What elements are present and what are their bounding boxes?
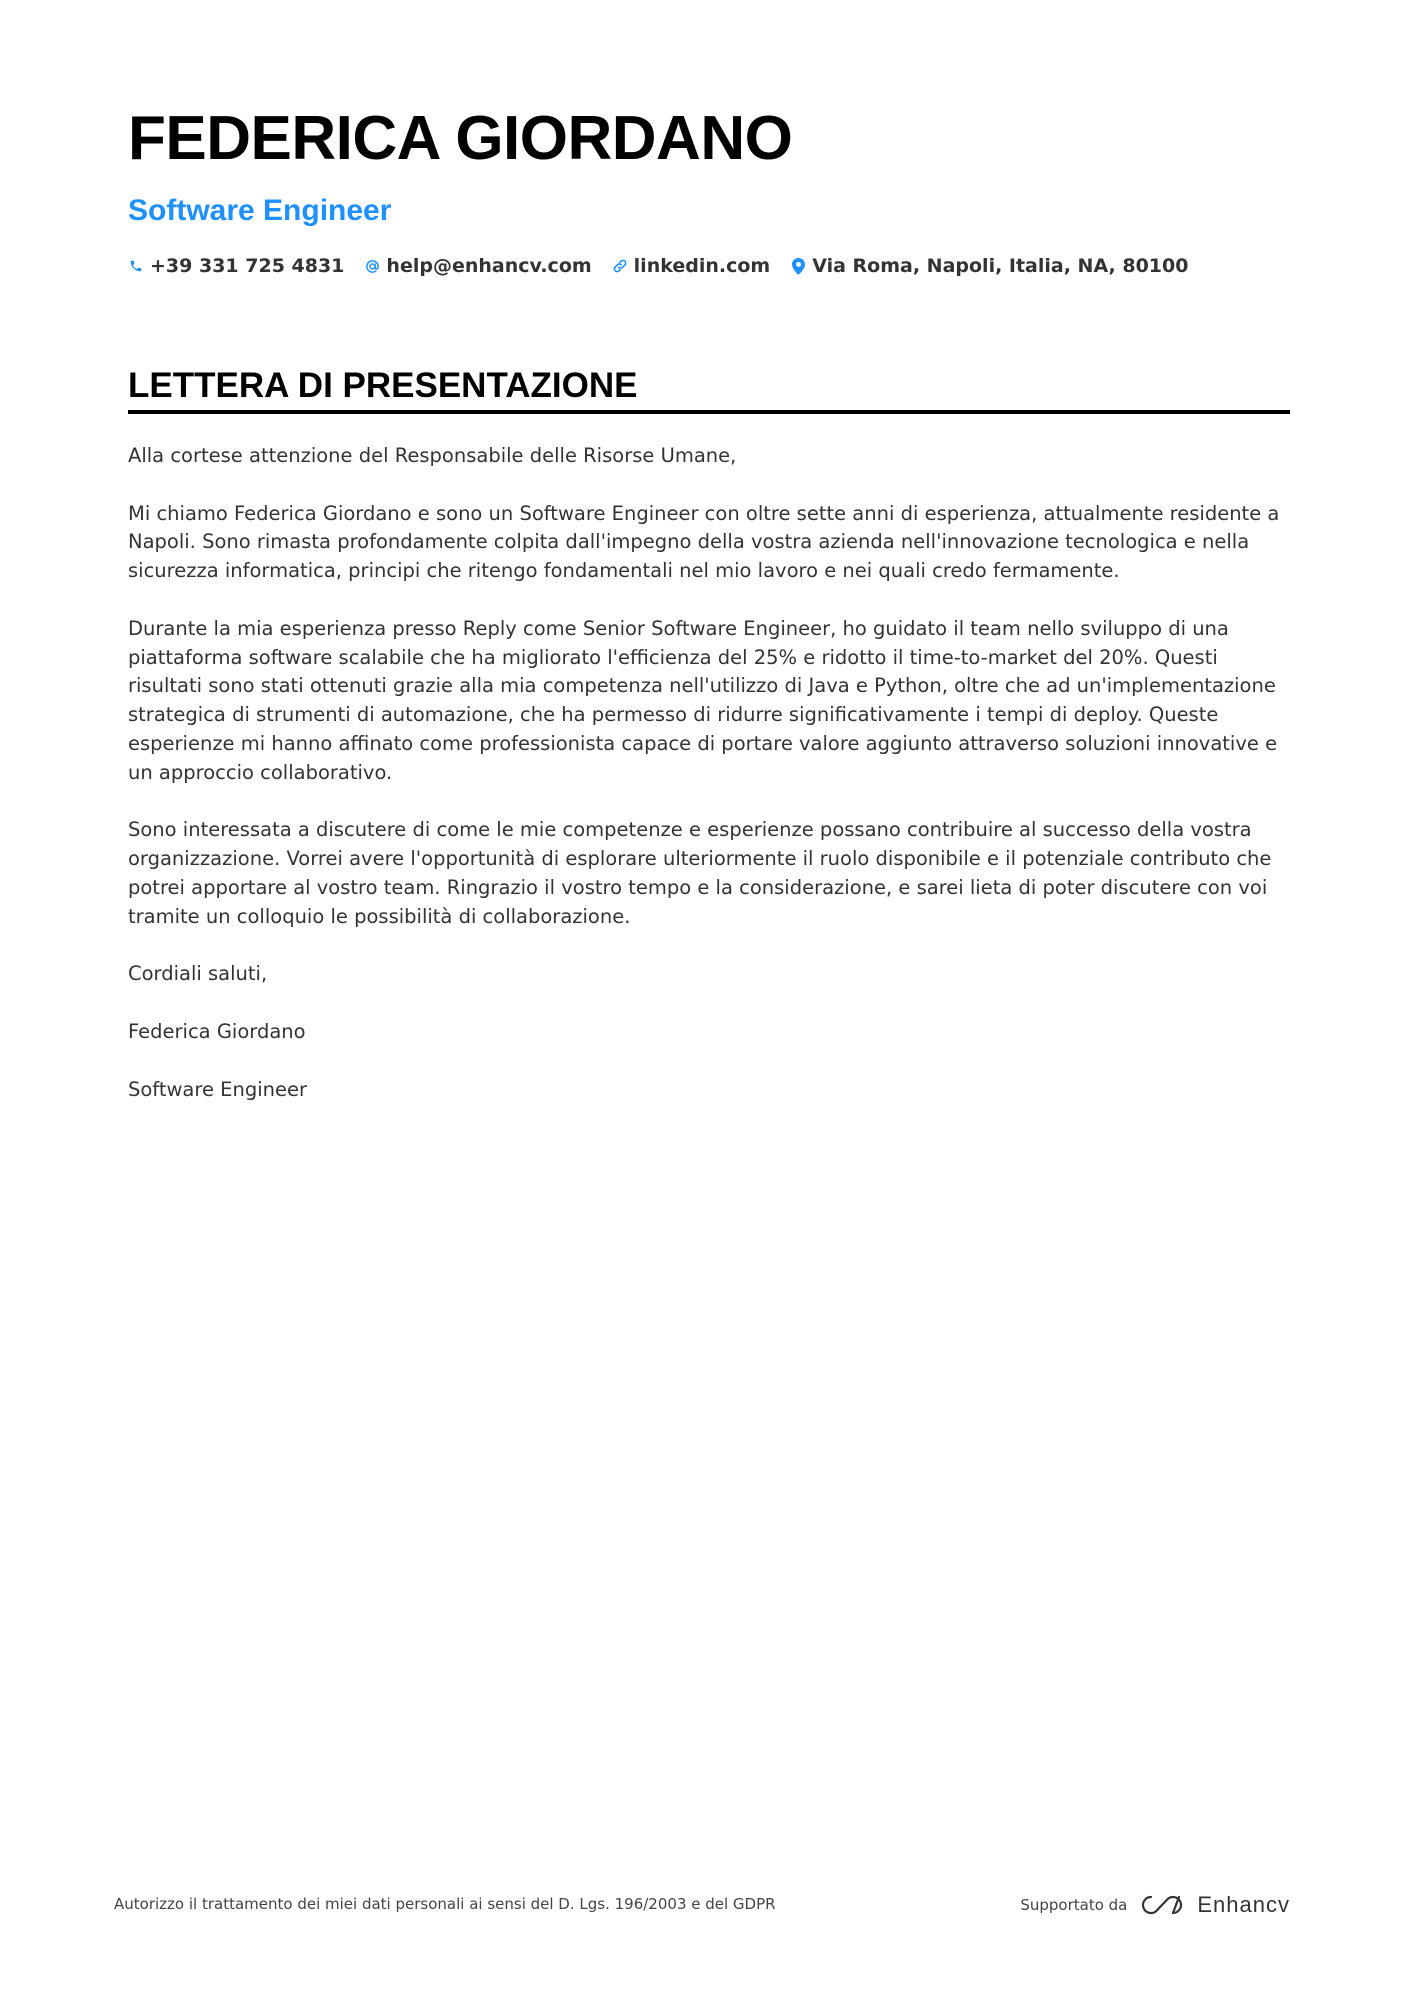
letter-closing: Cordiali saluti,: [128, 962, 268, 986]
powered-by-label: Supportato da: [1020, 1896, 1128, 1914]
candidate-name: FEDERICA GIORDANO: [128, 104, 793, 173]
phone-icon: [128, 257, 144, 275]
section-title: LETTERA DI PRESENTAZIONE: [128, 366, 638, 405]
contact-email-text[interactable]: help@enhancv.com: [386, 255, 592, 277]
contact-phone: [128, 255, 344, 277]
letter-body: [128, 442, 1293, 1133]
letter-greeting: Alla cortese attenzione del Responsabile delle Risorse Umane,: [128, 444, 737, 467]
contact-linkedin[interactable]: [612, 255, 771, 277]
section-divider: [128, 410, 1290, 414]
contact-info-row: [128, 255, 1208, 277]
link-icon: [612, 257, 628, 275]
privacy-consent-note: Autorizzo il trattamento dei miei dati personali ai sensi del D. Lgs. 196/2003 e del GDPR: [114, 1895, 776, 1913]
at-icon: [364, 257, 380, 275]
signature-title: Software Engineer: [128, 1077, 308, 1101]
letter-paragraph: Sono interessata a discutere di come le mie competenze e esperienze possano contribuire al successo della vostra organizzazione. Vorrei avere l'opportunità di esplorare ulteriormente il ruolo disponibile e il potenziale contributo che potrei apportare al vostro team. Ringrazio il vostro tempo e la considerazione, e sarei lieta di poter discutere con voi tramite un colloquio le possibilità di collaborazione.: [128, 818, 1272, 928]
contact-linkedin-text[interactable]: linkedin.com: [633, 255, 771, 277]
enhancv-logo-text: Enhancv: [1197, 1892, 1290, 1917]
candidate-job-title: Software Engineer: [128, 194, 392, 227]
contact-email[interactable]: [364, 255, 591, 277]
contact-phone-text: +39 331 725 4831: [150, 255, 345, 277]
signature-name: Federica Giordano: [128, 1019, 306, 1043]
powered-by[interactable]: [1020, 1892, 1290, 1918]
contact-address: [790, 255, 1188, 277]
letter-paragraph: Durante la mia esperienza presso Reply come Senior Software Engineer, ho guidato il team nello sviluppo di una piattaforma software scalabile che ha migliorato l'efficienza del 25% e ridotto il time-to-market del 20%. Questi risultati sono stati ottenuti grazie alla mia competenza nell'utilizzo di Java e Python, oltre che ad un'implementazione strategica di strumenti di automazione, che ha permesso di ridurre significativamente i tempi di deploy. Queste esperienze mi hanno affinato come professionista capace di portare valore aggiunto attraverso soluzioni innovative e un approccio collaborativo.: [128, 616, 1278, 784]
contact-address-text: Via Roma, Napoli, Italia, NA, 80100: [812, 255, 1189, 277]
location-pin-icon: [790, 257, 806, 275]
letter-paragraph: Mi chiamo Federica Giordano e sono un Software Engineer con oltre sette anni di esperienza, attualmente residente a Napoli. Sono rimasta profondamente colpita dall'impegno della vostra azienda nell'innovazione tecnologica e nella sicurezza informatica, principi che ritengo fondamentali nel mio lavoro e nei quali credo fermamente.: [128, 501, 1280, 583]
enhancv-logo-icon: [1139, 1894, 1185, 1916]
